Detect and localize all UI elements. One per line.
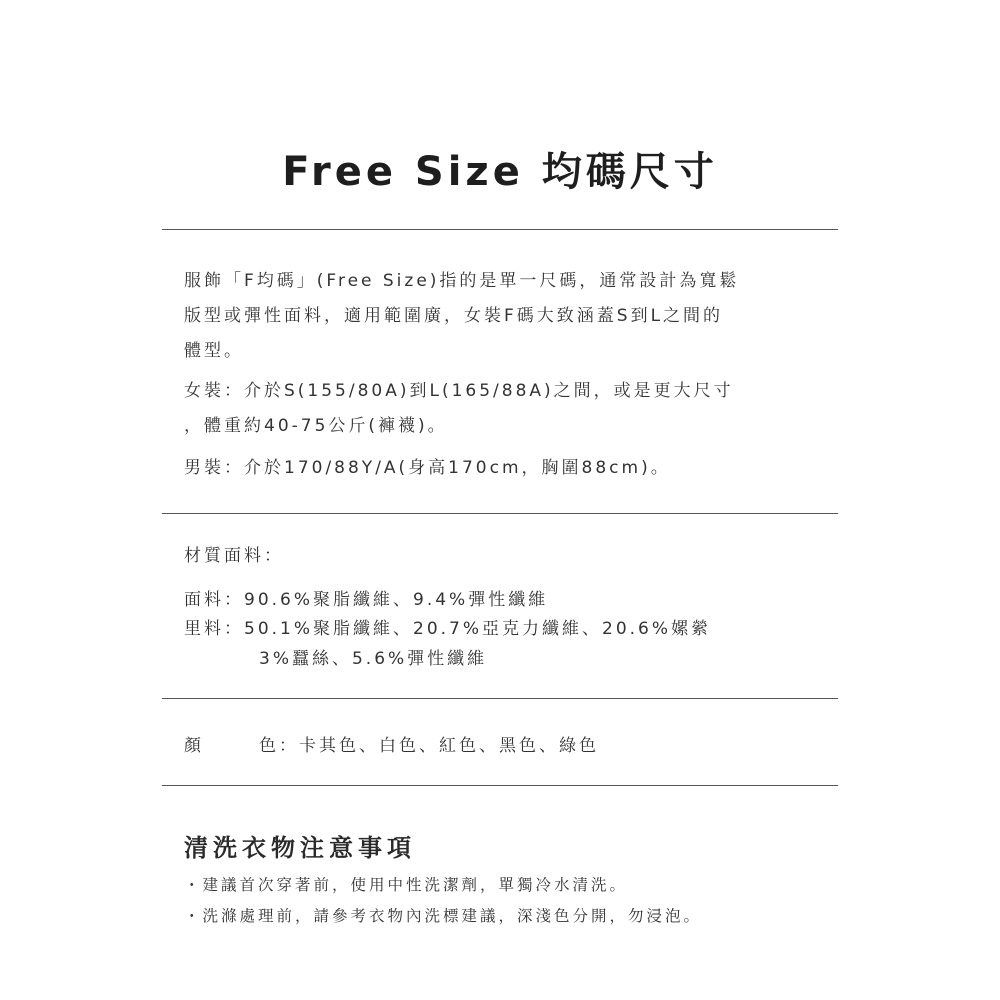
lining-line: 3%蠶絲、5.6%彈性纖維 [259, 649, 488, 669]
color-label: 顏 [184, 736, 204, 756]
women-size-line: ，體重約40-75公斤(褲襪)。 [184, 416, 448, 436]
size-description-line: 體型。 [184, 341, 244, 361]
care-item: ・洗滌處理前，請參考衣物內洗標建議，深淺色分開，勿浸泡。 [184, 907, 703, 925]
color-values: 色：卡其色、白色、紅色、黑色、綠色 [259, 736, 599, 756]
size-description-line: 服飾「F均碼」(Free Size)指的是單一尺碼，通常設計為寬鬆 [184, 271, 740, 291]
men-size-line: 男裝：介於170/88Y/A(身高170cm，胸圍88cm)。 [184, 458, 671, 478]
divider [162, 698, 838, 699]
care-heading: 清洗衣物注意事項 [184, 834, 416, 862]
women-size-line: 女裝：介於S(155/80A)到L(165/88A)之間，或是更大尺寸 [184, 381, 734, 401]
page-title: Free Size 均碼尺寸 [282, 149, 718, 195]
fabric-line: 面料：90.6%聚脂纖維、9.4%彈性纖維 [184, 590, 549, 610]
material-heading: 材質面料： [184, 546, 284, 566]
size-description-line: 版型或彈性面料，適用範圍廣，女裝F碼大致涵蓋S到L之間的 [184, 306, 724, 326]
lining-line: 里料：50.1%聚脂纖維、20.7%亞克力纖維、20.6%嫘縈 [184, 619, 712, 639]
divider [162, 785, 838, 786]
divider [162, 513, 838, 514]
care-item: ・建議首次穿著前，使用中性洗潔劑，單獨冷水清洗。 [184, 876, 629, 894]
divider [162, 229, 838, 230]
